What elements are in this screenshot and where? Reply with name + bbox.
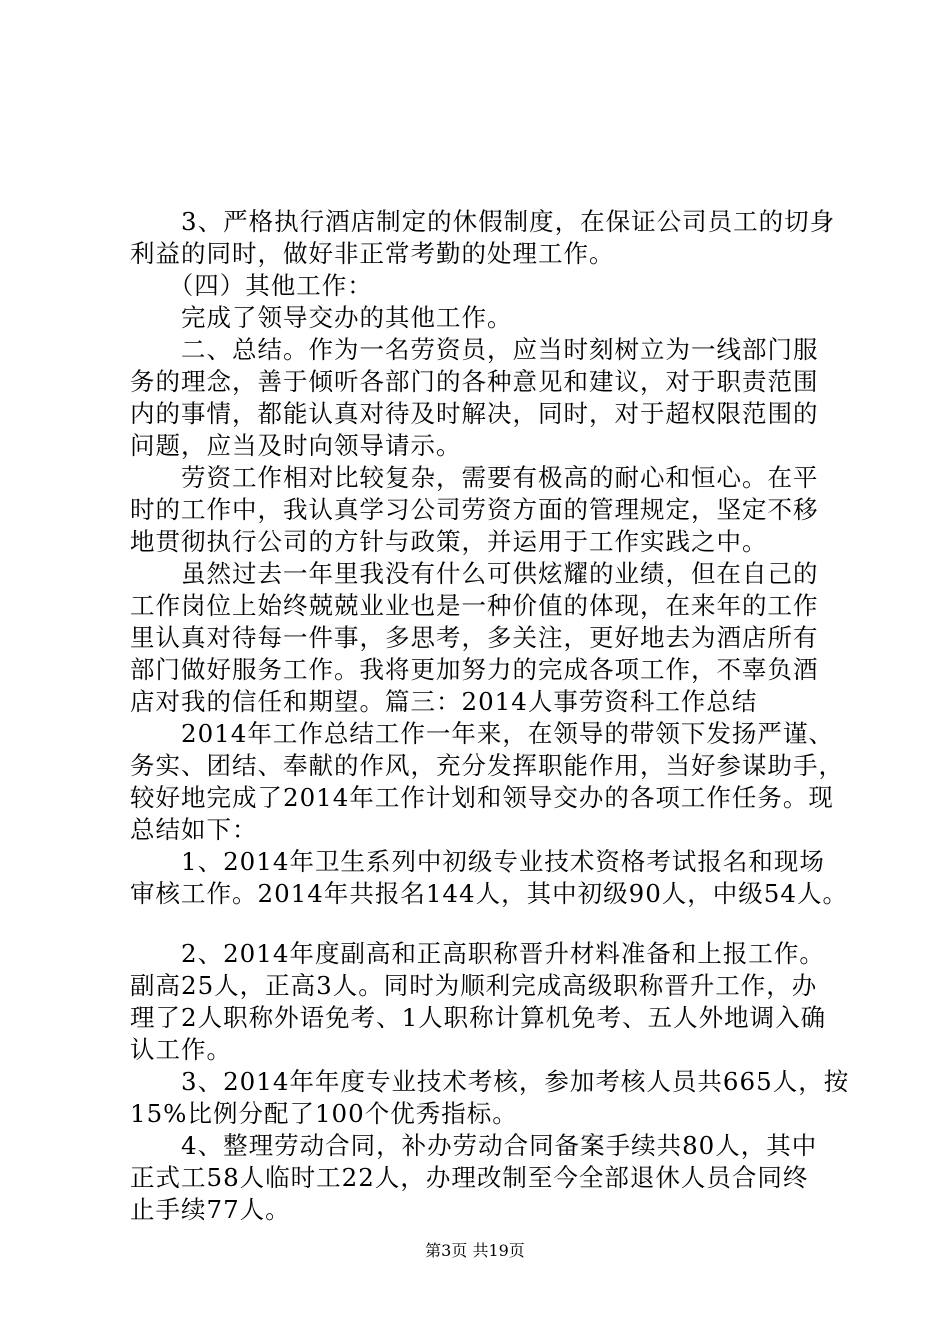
page-number-footer: 第3页 共19页 [425, 1241, 525, 1260]
text-line: 3、2014年年度专业技术考核，参加考核人员共665人，按 [130, 1067, 850, 1096]
text-line: 工作岗位上始终兢兢业业也是一种价值的体现，在来年的工作 [130, 591, 819, 620]
text-line: 4、整理劳动合同，补办劳动合同备案手续共80人，其中 [130, 1131, 818, 1160]
text-line: 副高25人，正高3人。同时为顺利完成高级职称晋升工作，办 [130, 971, 818, 1000]
text-line: 里认真对待每一件事，多思考，多关注，更好地去为酒店所有 [130, 623, 819, 652]
text-line: 劳资工作相对比较复杂，需要有极高的耐心和恒心。在平 [130, 463, 819, 492]
text-line: 利益的同时，做好非正常考勤的处理工作。 [130, 239, 615, 268]
text-line: 3、严格执行酒店制定的休假制度，在保证公司员工的切身 [130, 207, 836, 236]
text-line: 15%比例分配了100个优秀指标。 [130, 1099, 518, 1128]
text-line: 部门做好服务工作。我将更加努力的完成各项工作，不辜负酒 [130, 655, 819, 684]
text-line: 较好地完成了2014年工作计划和领导交办的各项工作任务。现 [130, 783, 834, 812]
text-line: 内的事情，都能认真对待及时解决，同时，对于超权限范围的 [130, 399, 819, 428]
text-line: 理了2人职称外语免考、1人职称计算机免考、五人外地调入确 [130, 1003, 827, 1032]
text-line: 完成了领导交办的其他工作。 [130, 303, 513, 332]
text-line: 正式工58人临时工22人，办理改制至今全部退休人员合同终 [130, 1163, 809, 1192]
text-line: 审核工作。2014年共报名144人，其中初级90人，中级54人。 [130, 879, 848, 908]
text-line: 虽然过去一年里我没有什么可供炫耀的业绩，但在自己的 [130, 559, 819, 588]
text-line: 认工作。 [130, 1035, 232, 1064]
text-line: 问题，应当及时向领导请示。 [130, 431, 462, 460]
text-line: （四）其他工作： [130, 271, 373, 300]
text-line: 止手续77人。 [130, 1195, 291, 1224]
text-line: 2014年工作总结工作一年来，在领导的带领下发扬严谨、 [130, 719, 834, 748]
text-line: 二、总结。作为一名劳资员，应当时刻树立为一线部门服 [130, 335, 819, 364]
text-line: 时的工作中，我认真学习公司劳资方面的管理规定，坚定不移 [130, 495, 819, 524]
text-line: 务实、团结、奉献的作风，充分发挥职能作用，当好参谋助手， [130, 751, 844, 780]
text-line: 总结如下： [130, 815, 258, 844]
text-line: 1、2014年卫生系列中初级专业技术资格考试报名和现场 [130, 847, 825, 876]
text-line: 地贯彻执行公司的方针与政策，并运用于工作实践之中。 [130, 527, 768, 556]
text-line: 务的理念，善于倾听各部门的各种意见和建议，对于职责范围 [130, 367, 819, 396]
text-line: 2、2014年度副高和正高职称晋升材料准备和上报工作。 [130, 939, 825, 968]
text-line: 店对我的信任和期望。篇三：2014人事劳资科工作总结 [130, 687, 758, 716]
